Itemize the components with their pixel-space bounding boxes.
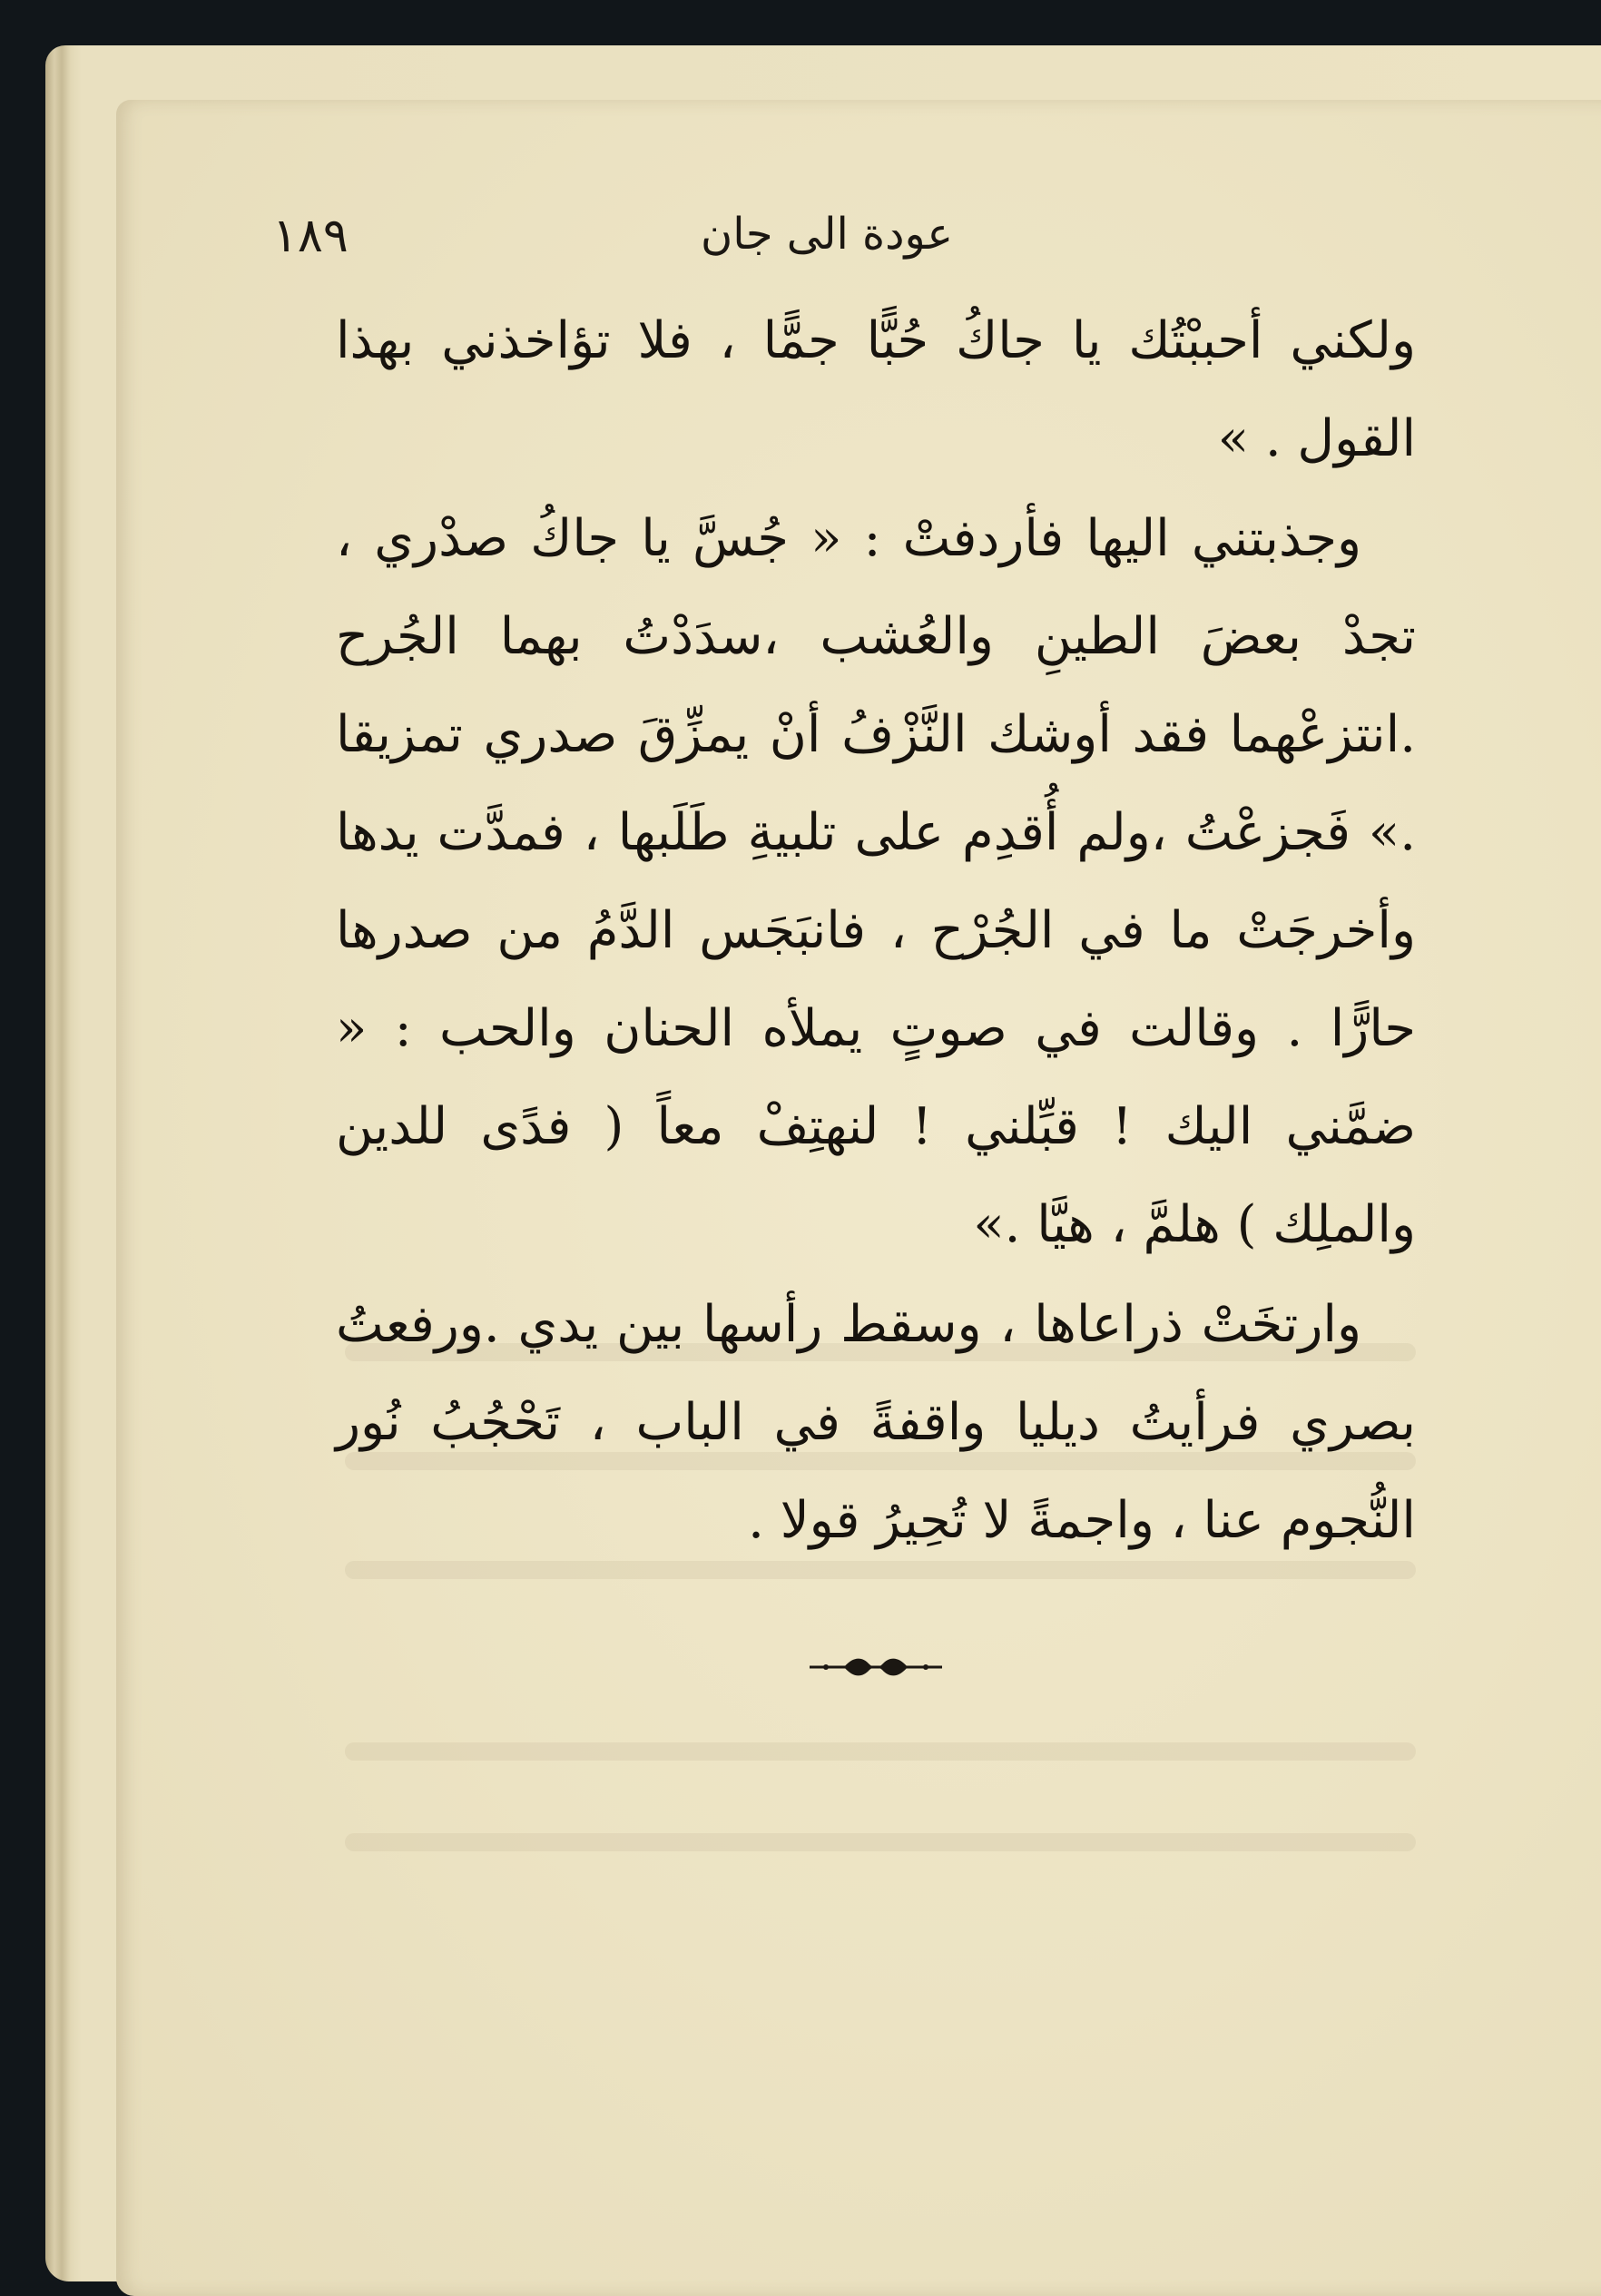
paragraph: ولكني أحببْتُك يا جاكُ حُبًّا جمًّا ، فلا تؤاخذني بهذا القول . »: [336, 311, 1417, 468]
body-text: [336, 292, 1416, 1570]
paragraph: وارتخَتْ ذراعاها ، وسقط رأسها بين يدي .ورفعتُ بصري فرأيتُ ديليا واقفةً في الباب ، تَحْجُبُ نُور النُّجوم عنا ، واجمةً لا تُحِيرُ قولا .: [336, 1295, 1416, 1550]
show-through-text: [345, 1742, 1416, 1761]
page-number: ١٨٩: [272, 209, 349, 263]
paragraph: وجذبتني اليها فأردفتْ : « جُسَّ يا جاكُ صدْري ، تجدْ بعضَ الطينِ والعُشب ،سدَدْتُ بهما الجُرح .انتزعْهما فقد أوشك النَّزْفُ أنْ يمزِّقَ صدري تمزيقا .» فَجزعْتُ ،ولم أُقدِم على تلبيةِ طَلَبها ، فمدَّت يدها وأخرجَتْ ما في الجُرْح ، فانبَجَس الدَّمُ من صدرها حارًّا . وقالت في صوتٍ يملأه الحنان والحب : « ضمَّني اليك ! قبِّلني ! لنهتِفْ معاً ( فدًى للدين والملِك ) هلمَّ ، هيَّا .»: [336, 509, 1416, 1254]
running-title: عودة الى جان: [701, 209, 953, 260]
show-through-text: [345, 1833, 1416, 1851]
section-divider-ornament: [808, 1652, 944, 1683]
page-header: [272, 154, 1416, 290]
